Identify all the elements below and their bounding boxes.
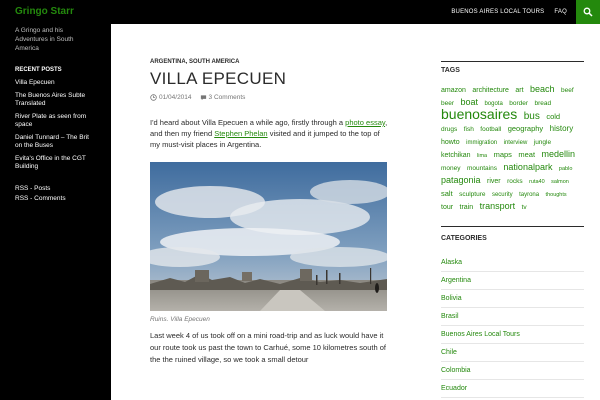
tag-link[interactable]: drugs — [441, 126, 458, 133]
photo-caption: Ruins. Villa Epecuen — [150, 316, 210, 323]
tag-link[interactable]: howto — [441, 139, 460, 146]
post-title[interactable]: VILLA EPECUEN — [150, 69, 287, 88]
tag-link[interactable]: football — [480, 126, 502, 133]
search-icon — [583, 7, 593, 17]
ruins-photo[interactable] — [150, 162, 387, 311]
post-categories[interactable]: ARGENTINA, SOUTH AMERICA — [150, 59, 240, 65]
categories-widget — [441, 226, 584, 398]
ruins-photo-image — [150, 162, 387, 311]
top-bar — [0, 0, 600, 24]
tag-link[interactable]: train — [459, 204, 474, 211]
post-content — [150, 24, 390, 366]
tags-rule — [441, 61, 584, 62]
tag-link[interactable]: bus — [523, 111, 540, 122]
recent-post-link[interactable]: Evita's Office in the CGT Building — [15, 155, 86, 170]
category-item[interactable]: Colombia — [441, 362, 584, 380]
tag-link[interactable]: interview — [503, 140, 528, 146]
tag-link[interactable]: fish — [463, 126, 474, 133]
tag-link[interactable]: tayrona — [519, 192, 540, 198]
tag-link[interactable]: river — [487, 178, 501, 185]
tag-link[interactable]: lima — [477, 153, 488, 159]
left-sidebar — [0, 24, 111, 400]
entry-meta — [150, 94, 390, 101]
tag-link[interactable]: security — [491, 192, 513, 198]
post-date[interactable]: 01/04/2014 — [159, 94, 192, 101]
comment-icon — [200, 94, 207, 101]
tag-link[interactable]: mountains — [466, 165, 497, 172]
tag-link[interactable]: nationalpark — [503, 162, 553, 172]
tag-link[interactable]: medellin — [541, 149, 576, 159]
body-paragraph: Last week 4 of us took off on a mini road-trip and as luck would have it our route took us past the town to Carhué, some 10 kilometres south of the the ruined village, so we took a small detour — [150, 331, 386, 364]
category-item[interactable]: Alaska — [441, 254, 584, 272]
tags-widget — [441, 61, 584, 213]
nav-item-local-tours[interactable]: BUENOS AIRES LOCAL TOURS — [451, 9, 545, 15]
categories-rule — [441, 226, 584, 227]
rss-comments-link[interactable]: RSS - Comments — [15, 195, 66, 202]
nav-item-faq[interactable]: FAQ — [554, 9, 567, 15]
recent-posts-title: RECENT POSTS — [15, 67, 62, 73]
tag-link[interactable]: meat — [518, 150, 536, 159]
tag-link[interactable]: ruta40 — [529, 179, 545, 185]
category-item[interactable]: Chile — [441, 344, 584, 362]
clock-icon — [150, 94, 157, 101]
tag-link[interactable]: salt — [441, 189, 453, 198]
categories-title: CATEGORIES — [441, 235, 487, 242]
tag-link[interactable]: tour — [441, 204, 454, 211]
tag-cloud — [441, 83, 584, 213]
photo-essay-link[interactable]: photo essay — [345, 118, 386, 127]
right-sidebar — [441, 24, 584, 398]
search-button[interactable] — [576, 0, 600, 24]
site-title[interactable]: Gringo Starr — [15, 6, 74, 17]
tag-link[interactable]: bread — [534, 100, 552, 107]
tag-link[interactable]: transport — [479, 201, 516, 211]
category-item[interactable]: Brasil — [441, 308, 584, 326]
primary-nav — [441, 0, 567, 24]
tag-link[interactable]: architecture — [472, 87, 509, 94]
tag-link[interactable]: ketchikan — [441, 152, 471, 159]
tag-link[interactable]: immigration — [466, 140, 498, 146]
tag-link[interactable]: pablo — [558, 166, 573, 172]
recent-post-link[interactable]: Daniel Tunnard – The Brit on the Buses — [15, 134, 89, 149]
rss-posts-link[interactable]: RSS - Posts — [15, 185, 51, 192]
tag-link[interactable]: thoughts — [545, 192, 567, 198]
tag-link[interactable]: jungle — [533, 139, 552, 146]
tag-link[interactable]: boat — [460, 97, 478, 107]
tag-link[interactable]: tv — [521, 204, 527, 211]
tag-link[interactable]: beef — [561, 87, 574, 94]
category-list — [441, 254, 584, 398]
tag-link[interactable]: history — [549, 124, 574, 133]
tag-link[interactable]: art — [515, 87, 524, 94]
tag-link[interactable]: geography — [507, 124, 544, 133]
recent-post-link[interactable]: River Plate as seen from space — [15, 113, 87, 128]
recent-post-link[interactable]: The Buenos Aires Subte Translated — [15, 92, 86, 107]
tag-link[interactable]: maps — [493, 150, 512, 159]
tag-link[interactable]: patagonia — [441, 175, 481, 185]
site-description: A Gringo and his Adventures in South America — [15, 27, 74, 52]
tag-link[interactable]: buenosaires — [441, 106, 518, 122]
tag-link[interactable]: cold — [546, 112, 561, 121]
tag-link[interactable]: border — [509, 100, 529, 107]
tag-link[interactable]: sculpture — [459, 191, 486, 198]
comments-link[interactable]: 3 Comments — [208, 94, 246, 101]
category-item[interactable]: Buenos Aires Local Tours — [441, 326, 584, 344]
tag-link[interactable]: beer — [441, 100, 455, 107]
tag-link[interactable]: amazon — [441, 87, 466, 94]
meta-links — [15, 185, 96, 203]
tag-link[interactable]: salmon — [551, 179, 569, 185]
recent-post-link[interactable]: Villa Epecuen — [15, 79, 55, 86]
tag-link[interactable]: money — [441, 165, 461, 172]
intro-paragraph: I'd heard about Villa Epecuen a while ago, firstly through a photo essay, and then my friend Stephen Phelan visited and it jumped to the top of my must-visit places in Argentina. — [150, 118, 388, 149]
category-item[interactable]: Ecuador — [441, 380, 584, 398]
tag-link[interactable]: rocks — [507, 178, 523, 185]
tag-link[interactable]: bogota — [484, 101, 503, 107]
tags-title: TAGS — [441, 67, 460, 74]
stephen-phelan-link[interactable]: Stephen Phelan — [214, 129, 268, 138]
tag-link[interactable]: beach — [530, 84, 555, 94]
category-item[interactable]: Bolivia — [441, 290, 584, 308]
category-item[interactable]: Argentina — [441, 272, 584, 290]
